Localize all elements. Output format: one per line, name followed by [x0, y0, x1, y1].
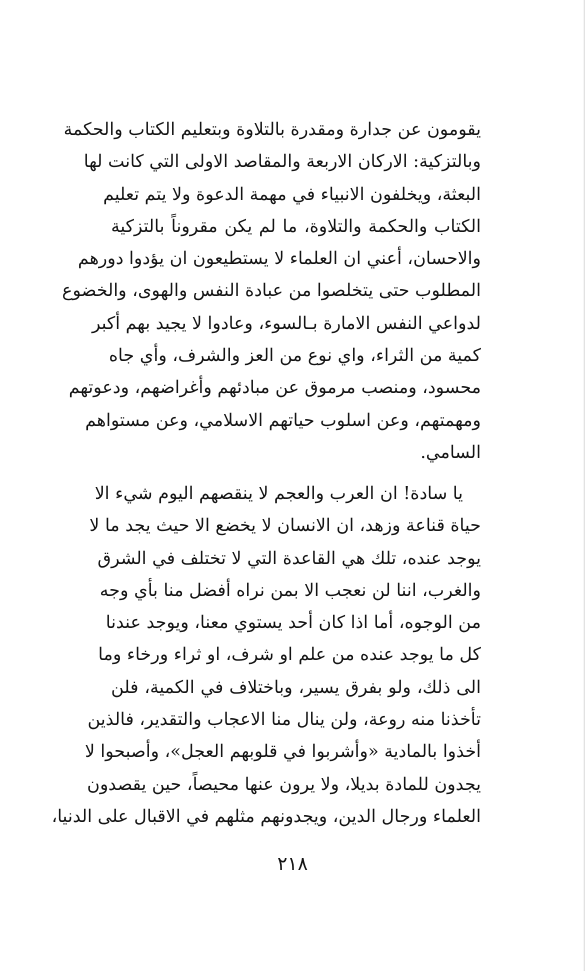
text-line: حياة قناعة وزهد، ان الانسان لا يخضع الا حيث يجد ما لا [89, 516, 481, 537]
text-line: يقومون عن جدارة ومقدرة بالتلاوة وبتعليم الكتاب والحكمة [63, 120, 481, 140]
text-line: كمية من الثراء، واي نوع من العز والشرف، وأي جاه [108, 346, 481, 367]
text-line: أخذوا بالمادية «وأشربوا في قلوبهم العجل»، وأصبحوا لا [84, 742, 481, 763]
text-line: يجدون للمادة بديلا، ولا يرون عنها محيصاً، حين يقصدون [86, 774, 481, 795]
text-line: وبالتزكية: الاركان الاربعة والمقاصد الاولى التي كانت لها [83, 152, 481, 173]
page-number: ٢١٨ [277, 853, 308, 875]
text-line: السامي. [420, 442, 481, 463]
text-line: المطلوب حتى يتخلصوا من عبادة النفس والهوى، والخضوع [62, 281, 481, 302]
text-line: يوجد عنده، تلك هي القاعدة التي لا تختلف في الشرق [97, 548, 481, 569]
text-line: من الوجوه، أما اذا كان أحد يستوي معنا، ويوجد عندنا [105, 613, 481, 634]
text-line: كل ما يوجد عنده من علم او شرف، او ثراء ورخاء وما [98, 645, 481, 666]
text-line: لدواعي النفس الامارة بـالسوء، وعادوا لا يجيد بهم أكبر [91, 313, 481, 334]
text-line: ومهمتهم، وعن اسلوب حياتهم الاسلامي، وعن مستواهم [85, 410, 481, 431]
text-line: البعثة، ويخلفون الانبياء في مهمة الدعوة ولا يتم تعليم [103, 184, 481, 205]
text-line: العلماء ورجال الدين، ويجدونهم مثلهم في الاقبال على الدنيا، [51, 806, 481, 827]
text-line: والاحسان، أعني ان العلماء لا يستطيعون ان يؤدوا دورهم [77, 249, 481, 270]
text-line: تأخذنا منه روعة، ولن ينال منا الاعجاب والتقدير، فالذين [87, 710, 481, 731]
text-line: يا سادة! ان العرب والعجم لا ينقصهم اليوم شيء الا [94, 484, 463, 504]
text-line: الكتاب والحكمة والتلاوة، ما لم يكن مقروناً بالتزكية [111, 216, 481, 237]
paragraph-2 [51, 478, 481, 833]
text-line: محسود، ومنصب مرموق عن مبادئهم وأغراضهم، ودعوتهم [68, 378, 481, 399]
paragraph-1 [62, 114, 481, 469]
text-line: والغرب، اننا لن نعجب الا بمن نراه أفضل منا بأي وجه [99, 580, 481, 601]
text-line: الى ذلك، ولو بفرق يسير، وباختلاف في الكمية، فلن [111, 677, 481, 698]
